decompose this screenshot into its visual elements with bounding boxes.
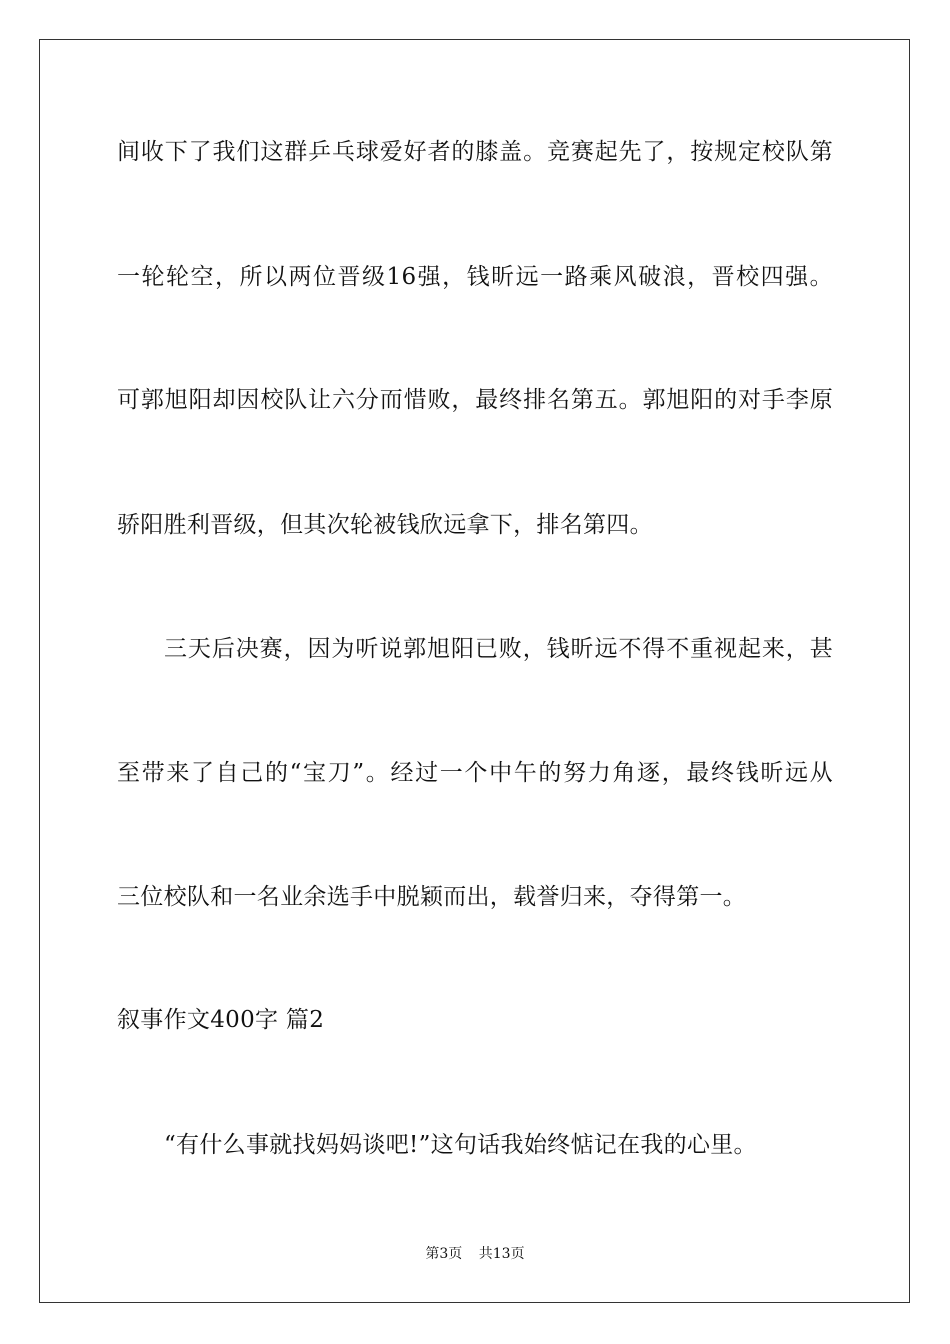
text-line: 三位校队和一名业余选手中脱颖而出，载誉归来，夺得第一。 bbox=[117, 884, 747, 910]
text-line: 一轮轮空，所以两位晋级16强，钱昕远一路乘风破浪，晋校四强。 bbox=[117, 264, 833, 290]
text-line: 至带来了自己的“宝刀”。经过一个中午的努力角逐，最终钱昕远从 bbox=[117, 760, 833, 786]
text-line: 骄阳胜利晋级，但其次轮被钱欣远拿下，排名第四。 bbox=[117, 512, 653, 538]
text-line: “有什么事就找妈妈谈吧!”这句话我始终惦记在我的心里。 bbox=[164, 1132, 757, 1158]
page-border bbox=[39, 39, 910, 1303]
section-heading: 叙事作文400字 篇2 bbox=[117, 1007, 325, 1033]
text-line: 间收下了我们这群乒乓球爱好者的膝盖。竞赛起先了，按规定校队第 bbox=[117, 139, 833, 165]
page-total: 共13页 bbox=[478, 1246, 525, 1262]
text-line: 可郭旭阳却因校队让六分而惜败，最终排名第五。郭旭阳的对手李原 bbox=[117, 387, 833, 413]
text-line: 三天后决赛，因为听说郭旭阳已败，钱昕远不得不重视起来，甚 bbox=[164, 636, 833, 662]
page-footer bbox=[0, 1244, 950, 1264]
page-number: 第3页 bbox=[425, 1246, 463, 1262]
